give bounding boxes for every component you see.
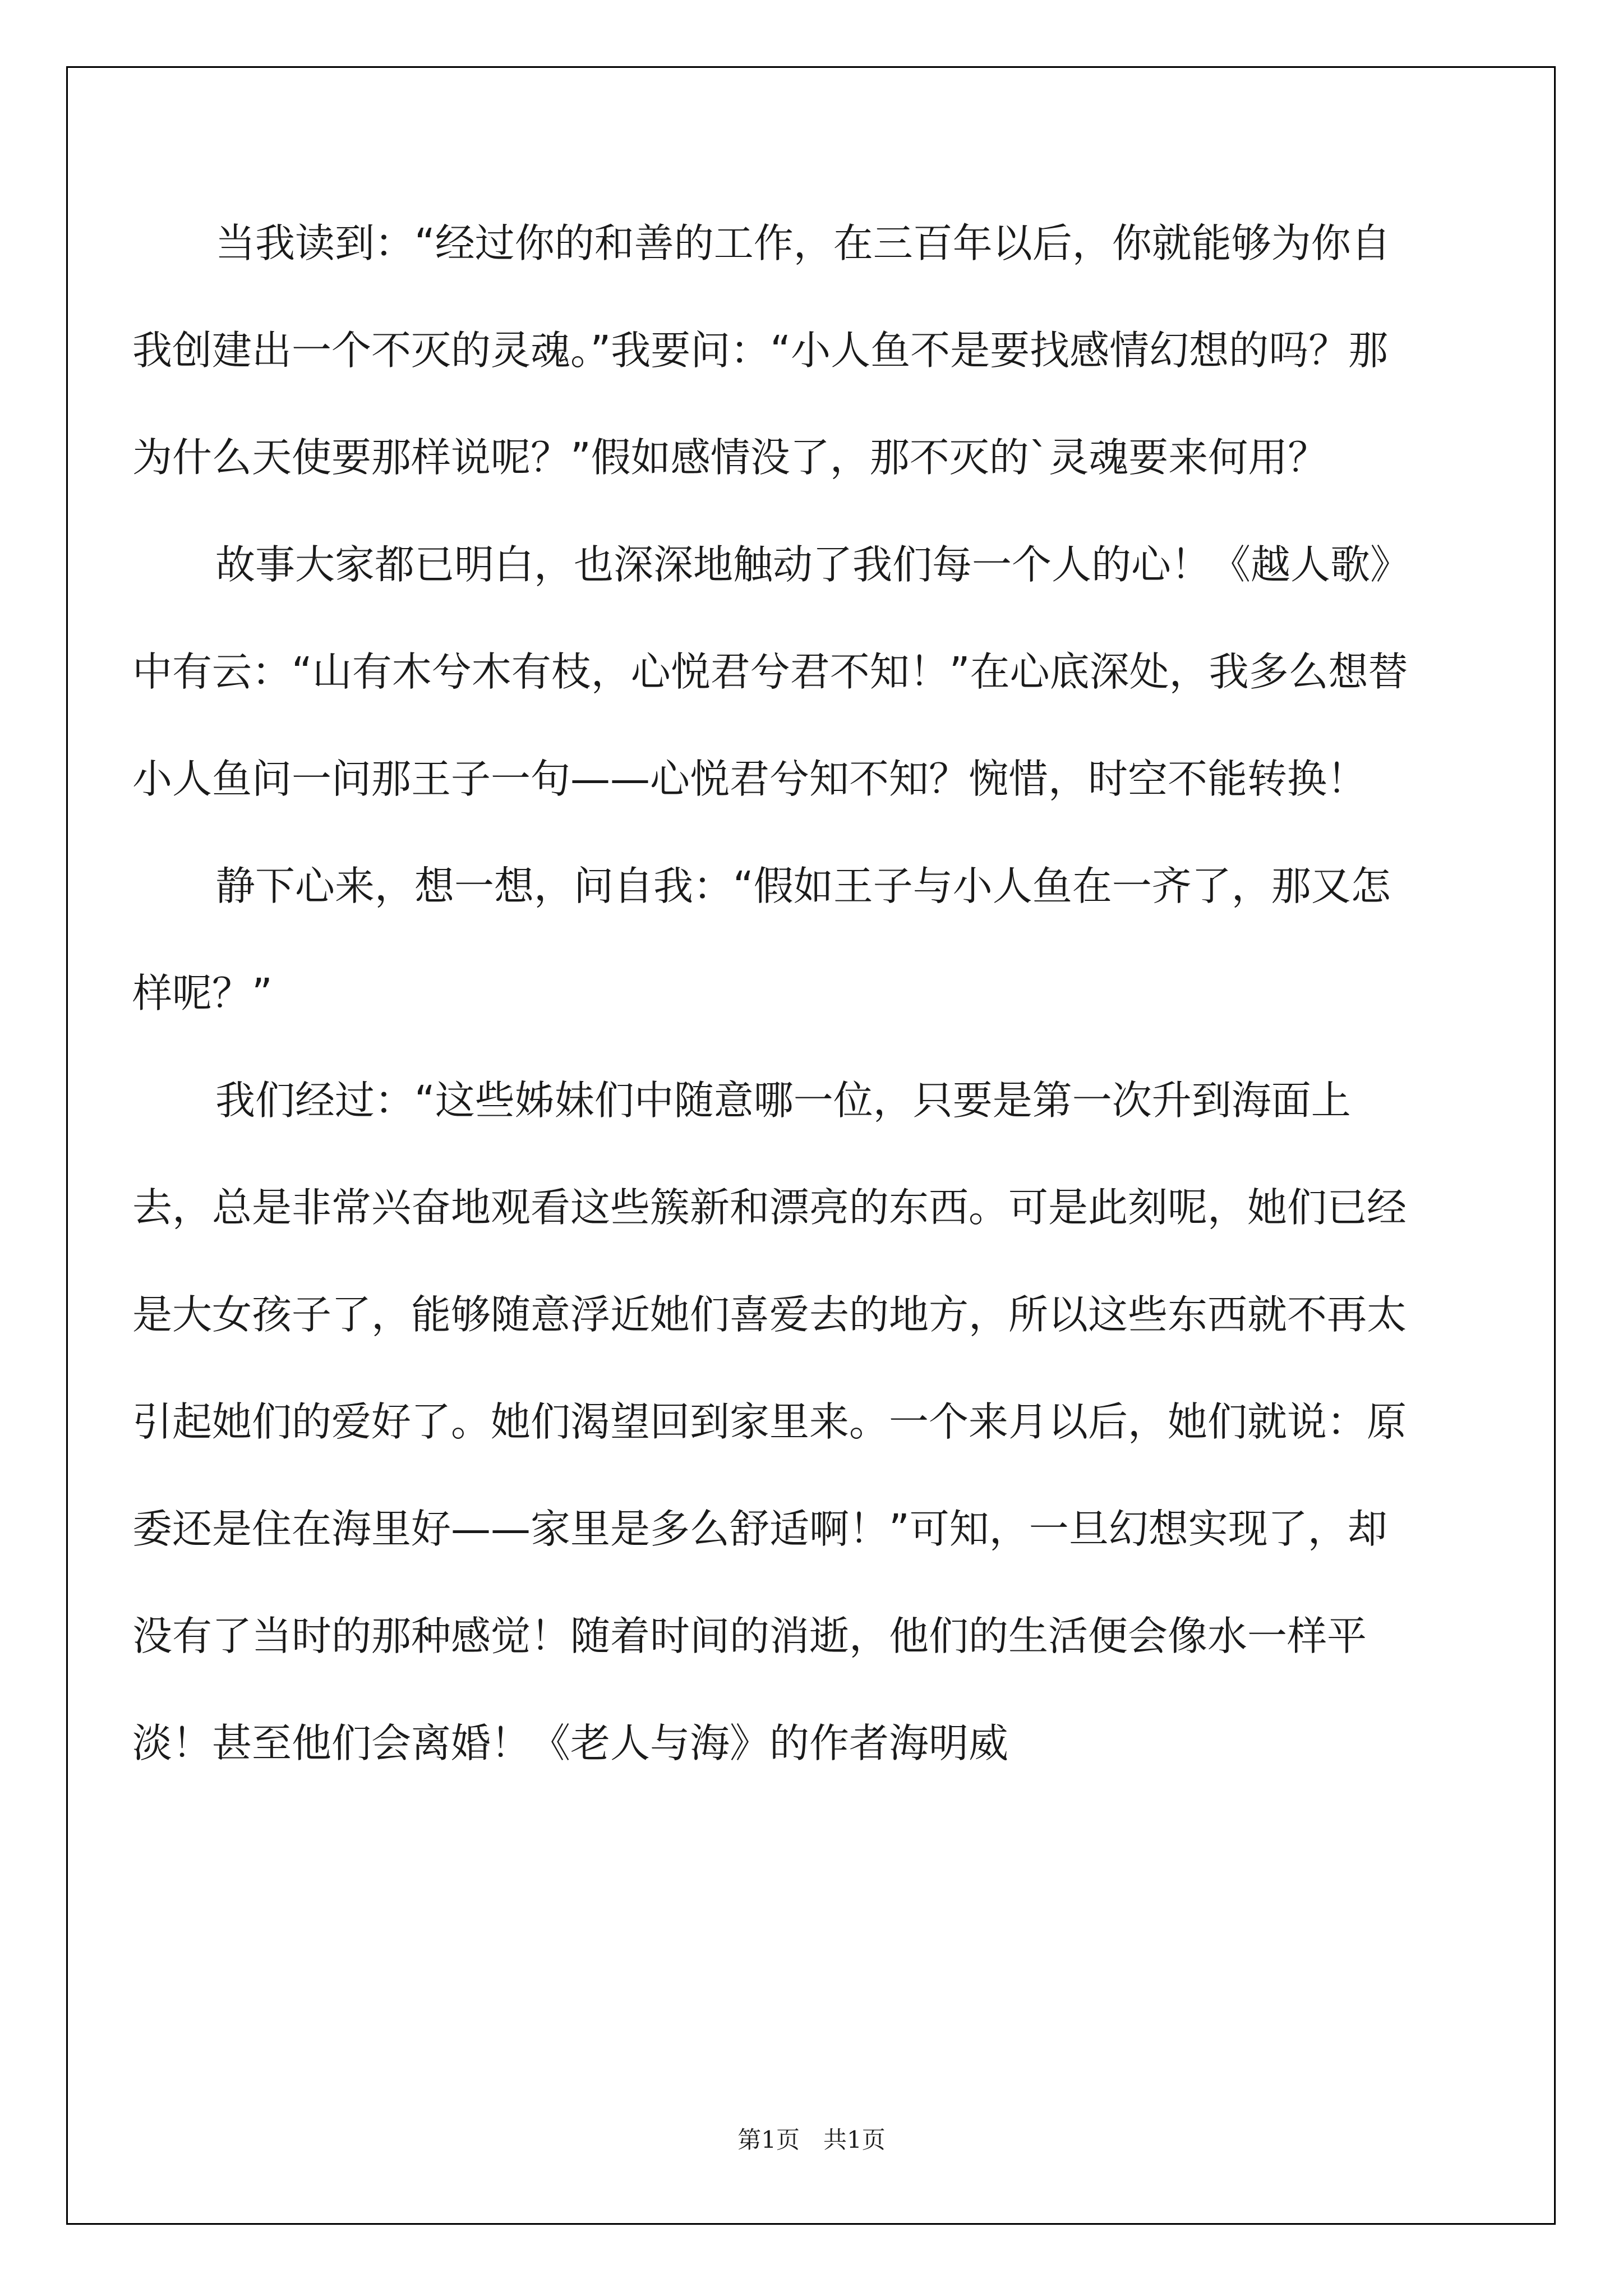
- page-number: 第1页: [737, 2126, 800, 2154]
- page-total: 共1页: [823, 2126, 886, 2154]
- document-body: [132, 190, 1423, 1797]
- paragraph-2: 故事大家都已明白，也深深地触动了我们每一个人的心！《越人歌》中有云：“山有木兮木有枝，心悦君兮君不知！”在心底深处，我多么想替小人鱼问一问那王子一句——心悦君兮知不知？惋惜，时空不能转换！: [132, 541, 1410, 802]
- paragraph-4: 我们经过：“这些姊妹们中随意哪一位，只要是第一次升到海面上去，总是非常兴奋地观看这些簇新和漂亮的东西。可是此刻呢，她们已经是大女孩子了，能够随意浮近她们喜爱去的地方，所以这些东西就不再太引起她们的爱好了。她们渴望回到家里来。一个来月以后，她们就说：原委还是住在海里好——家里是多么舒适啊！”可知，一旦幻想实现了，却没有了当时的那种感觉！随着时间的消逝，他们的生活便会像水一样平淡！甚至他们会离婚！《老人与海》的作者海明威: [132, 1077, 1407, 1766]
- paragraph-3: 静下心来，想一想，问自我：“假如王子与小人鱼在一齐了，那又怎样呢？”: [132, 863, 1391, 1016]
- paragraph-1: 当我读到：“经过你的和善的工作，在三百年以后，你就能够为你自我创建出一个不灭的灵魂。”我要问：“小人鱼不是要找感情幻想的吗？那为什么天使要那样说呢？”假如感情没了，那不灭的`灵魂要来何用？: [132, 220, 1391, 481]
- page-footer: [0, 2126, 1623, 2154]
